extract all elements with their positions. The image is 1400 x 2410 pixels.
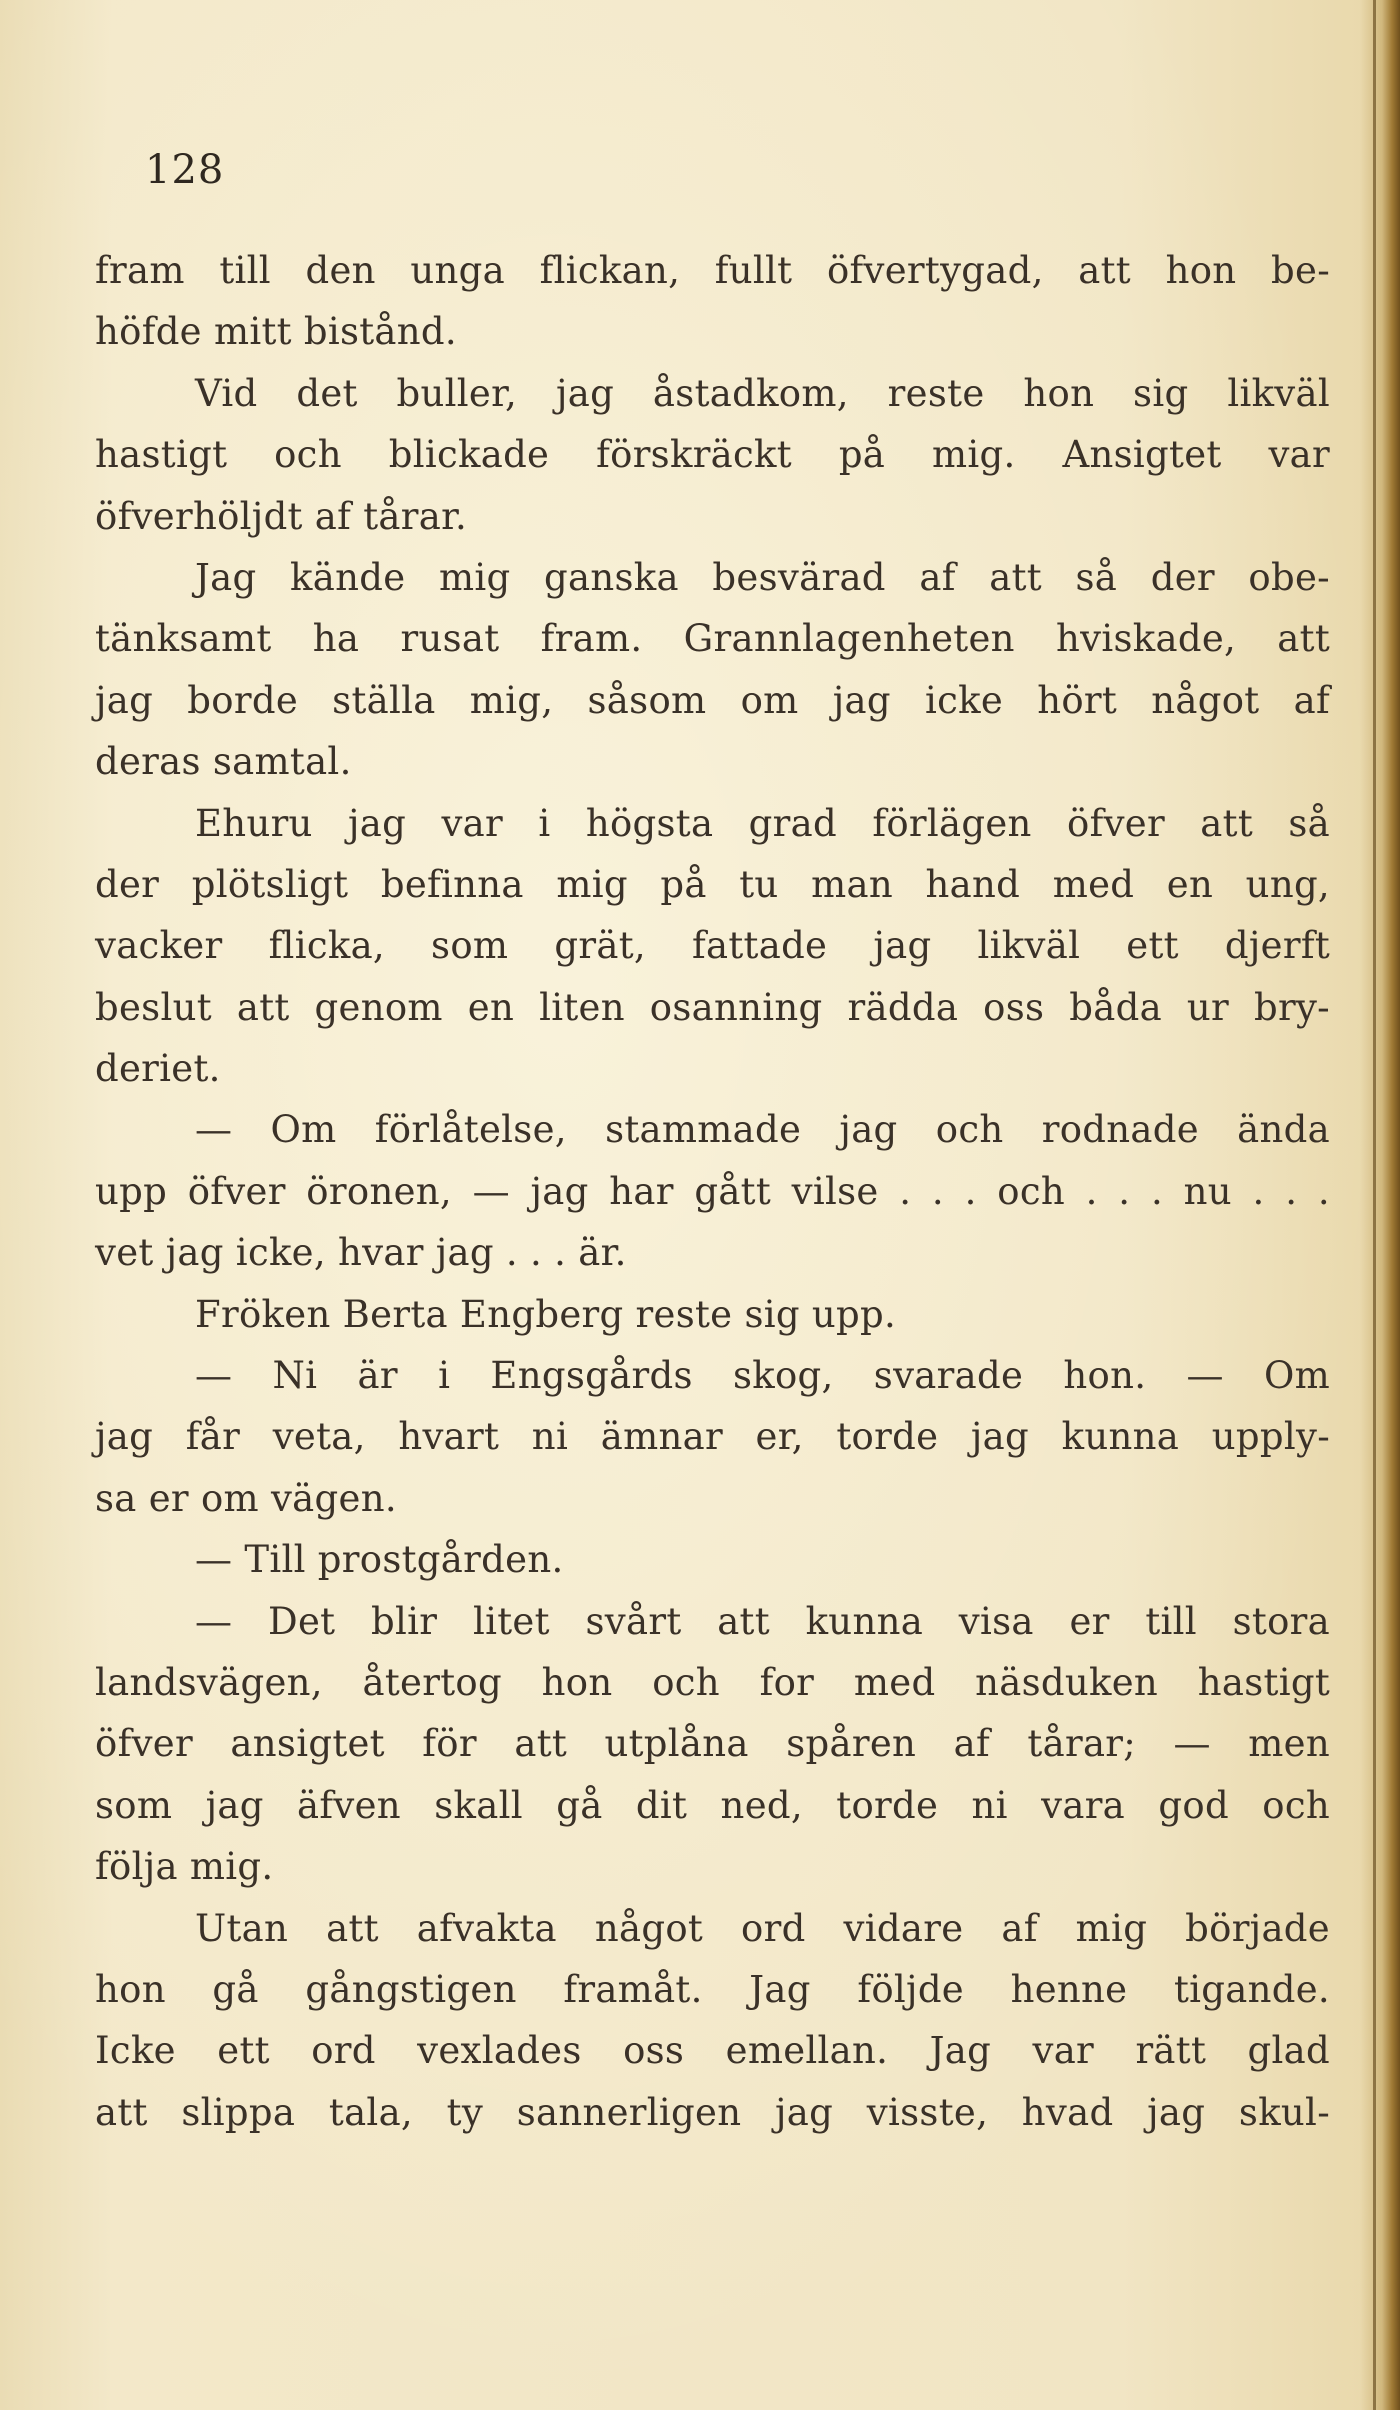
text-line: följa mig.	[95, 1845, 274, 1889]
text-line: öfver ansigtet för att utplåna spåren af tårar; — men	[95, 1722, 1330, 1766]
text-line: Ehuru jag var i högsta grad förlägen öfver att så	[195, 801, 1330, 845]
text-line: beslut att genom en liten osanning rädda oss båda ur bry-	[95, 985, 1330, 1029]
text-line: tänksamt ha rusat fram. Grannlagenheten hviskade, att	[95, 617, 1330, 661]
text-line: — Om förlåtelse, stammade jag och rodnade ända	[195, 1108, 1330, 1152]
text-line: vet jag icke, hvar jag . . . är.	[95, 1231, 627, 1275]
text-line: — Det blir litet svårt att kunna visa er till stora	[195, 1599, 1330, 1643]
text-line: jag borde ställa mig, såsom om jag icke hört något af	[95, 678, 1330, 722]
text-line: upp öfver öronen, — jag har gått vilse . . . och . . . nu . . .	[95, 1169, 1330, 1213]
text-line: att slippa tala, ty sannerligen jag visste, hvad jag skul-	[95, 2090, 1330, 2134]
text-line: jag får veta, hvart ni ämnar er, torde jag kunna upply-	[95, 1415, 1330, 1459]
text-line: Fröken Berta Engberg reste sig upp.	[195, 1292, 897, 1336]
text-line: hastigt och blickade förskräckt på mig. Ansigtet var	[95, 433, 1330, 477]
text-line: Jag kände mig ganska besvärad af att så der obe-	[195, 555, 1330, 599]
text-line: — Till prostgården.	[195, 1538, 564, 1582]
text-line: fram till den unga flickan, fullt öfvertygad, att hon be-	[95, 249, 1330, 292]
text-line: Icke ett ord vexlades oss emellan. Jag var rätt glad	[95, 2029, 1330, 2073]
text-line: — Ni är i Engsgårds skog, svarade hon. — Om	[195, 1354, 1330, 1398]
text-line: hon gå gångstigen framåt. Jag följde henne tigande.	[95, 1967, 1330, 2011]
text-line: Utan att afvakta något ord vidare af mig började	[195, 1906, 1330, 1950]
body-text	[95, 240, 1330, 2143]
text-line: deras samtal.	[95, 740, 352, 784]
text-line: Vid det buller, jag åstadkom, reste hon sig likväl	[195, 371, 1330, 415]
page-edge-line	[1373, 0, 1376, 2410]
text-line: der plötsligt befinna mig på tu man hand med en ung,	[95, 862, 1330, 906]
page-edge-shadow	[1360, 0, 1400, 2410]
text-line: deriet.	[95, 1047, 221, 1091]
text-line: sa er om vägen.	[95, 1476, 397, 1520]
text-line: landsvägen, återtog hon och for med näsduken hastigt	[95, 1660, 1330, 1704]
page-number: 128	[145, 147, 225, 193]
text-line: som jag äfven skall gå dit ned, torde ni vara god och	[95, 1783, 1330, 1827]
text-line: öfverhöljdt af tårar.	[95, 494, 468, 538]
text-line: vacker flicka, som grät, fattade jag likväl ett djerft	[95, 924, 1330, 968]
text-line: höfde mitt bistånd.	[95, 310, 457, 354]
